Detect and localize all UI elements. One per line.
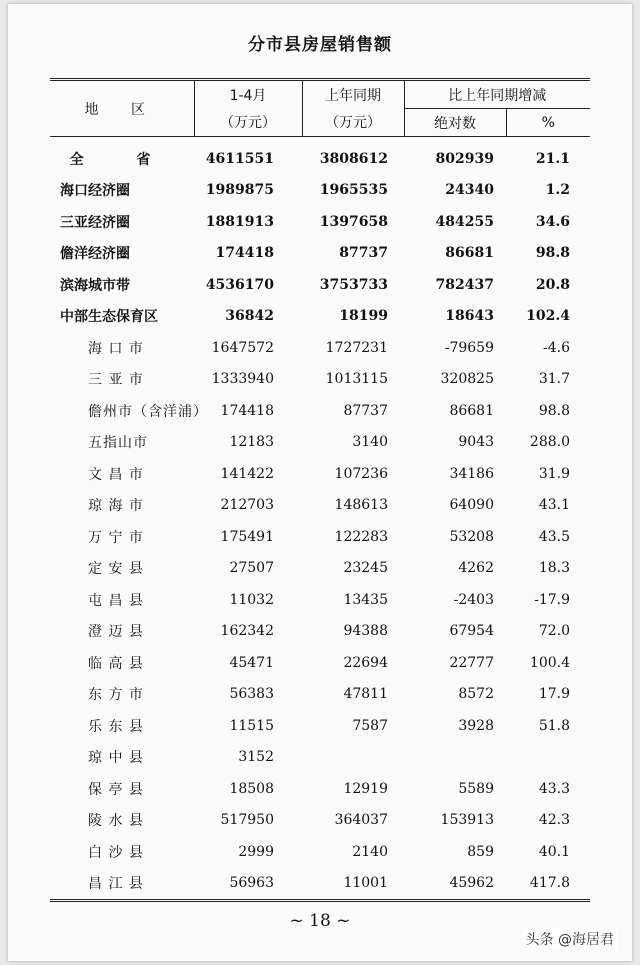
region-name: 东 方 市 — [88, 687, 144, 704]
current-value: 11515 — [229, 717, 274, 734]
percent-change: 42.3 — [538, 812, 570, 829]
current-value: 4536170 — [205, 276, 274, 293]
region-name: 五指山市 — [88, 435, 148, 452]
previous-value: 122283 — [334, 528, 388, 545]
header-previous-period: 上年同期 — [302, 80, 404, 109]
region-name: 三 亚 市 — [88, 372, 144, 389]
previous-value: 3808612 — [319, 150, 388, 167]
region-name: 万 宁 市 — [88, 529, 144, 546]
absolute-change: 8572 — [458, 686, 494, 703]
absolute-change: 802939 — [435, 150, 494, 167]
absolute-change: 86681 — [445, 245, 494, 262]
region-name: 定 安 县 — [88, 561, 144, 578]
previous-value: 22694 — [343, 654, 388, 671]
absolute-change: 782437 — [435, 276, 494, 293]
header-region: 地 区 — [50, 80, 194, 137]
current-value: 56383 — [229, 686, 274, 703]
previous-value: 1965535 — [319, 182, 388, 199]
previous-value: 47811 — [343, 686, 388, 703]
absolute-change: 4262 — [458, 560, 494, 577]
absolute-change: 859 — [467, 843, 494, 860]
header-percent: % — [506, 109, 590, 137]
percent-change: 43.3 — [538, 780, 570, 797]
absolute-change: 484255 — [435, 213, 494, 230]
table-row — [50, 805, 590, 837]
percent-change: 20.8 — [535, 276, 570, 293]
absolute-change: 9043 — [458, 434, 494, 451]
sales-table — [50, 78, 590, 902]
table-row — [50, 137, 590, 175]
page-number: ~ 18 ~ — [289, 911, 351, 931]
percent-change: 288.0 — [529, 434, 570, 451]
absolute-change: 22777 — [449, 654, 494, 671]
table-row — [50, 553, 590, 585]
table-row — [50, 742, 590, 774]
watermark-label: 头条 @海居君 — [522, 928, 618, 950]
percent-change: -4.6 — [543, 339, 570, 356]
region-name: 琼 海 市 — [88, 498, 144, 515]
current-value: 27507 — [229, 560, 274, 577]
current-value: 12183 — [229, 434, 274, 451]
percent-change: 17.9 — [538, 686, 570, 703]
region-name: 白 沙 县 — [88, 844, 144, 861]
previous-value: 107236 — [334, 465, 388, 482]
current-value: 1333940 — [211, 371, 274, 388]
percent-change: 51.8 — [538, 717, 570, 734]
previous-value: 94388 — [343, 623, 388, 640]
absolute-change: 67954 — [449, 623, 494, 640]
percent-change: 31.9 — [538, 465, 570, 482]
previous-value: 23245 — [343, 560, 388, 577]
region-name: 儋洋经济圈 — [60, 246, 130, 263]
percent-change: 31.7 — [538, 371, 570, 388]
region-name: 滨海城市带 — [60, 277, 130, 294]
absolute-change: 18643 — [445, 308, 494, 325]
header-change-group: 比上年同期增减 — [404, 80, 590, 109]
absolute-change: 153913 — [440, 812, 494, 829]
table-row — [50, 647, 590, 679]
table-row — [50, 616, 590, 648]
current-value: 1647572 — [211, 339, 274, 356]
previous-value: 3140 — [352, 434, 388, 451]
table-row — [50, 836, 590, 868]
region-name: 保 亭 县 — [88, 781, 144, 798]
region-name: 陵 水 县 — [88, 813, 144, 830]
header-current-unit: （万元） — [194, 109, 302, 137]
table-row — [50, 773, 590, 805]
current-value: 1881913 — [205, 213, 274, 230]
previous-value: 3753733 — [319, 276, 388, 293]
current-value: 11032 — [229, 591, 274, 608]
previous-value: 7587 — [352, 717, 388, 734]
percent-change: 98.8 — [538, 402, 570, 419]
percent-change: 72.0 — [538, 623, 570, 640]
percent-change: 1.2 — [545, 182, 570, 199]
absolute-change: 45962 — [449, 875, 494, 892]
previous-value: 11001 — [343, 875, 388, 892]
page-title: 分市县房屋销售额 — [248, 35, 392, 55]
current-value: 212703 — [220, 497, 274, 514]
region-name: 海 口 市 — [88, 340, 144, 357]
percent-change: 102.4 — [526, 308, 570, 325]
region-name: 全 省 — [69, 151, 175, 168]
current-value: 174418 — [215, 245, 274, 262]
percent-change: 100.4 — [529, 654, 570, 671]
header-current-period: 1-4月 — [194, 80, 302, 109]
current-value: 175491 — [220, 528, 274, 545]
absolute-change — [404, 742, 506, 774]
percent-change: 98.8 — [535, 245, 570, 262]
region-name: 临 高 县 — [88, 655, 144, 672]
absolute-change: 5589 — [458, 780, 494, 797]
absolute-change: 53208 — [449, 528, 494, 545]
region-name: 三亚经济圈 — [60, 214, 130, 231]
previous-value: 148613 — [334, 497, 388, 514]
previous-value: 87737 — [339, 245, 388, 262]
previous-value: 1727231 — [325, 339, 388, 356]
percent-change: 34.6 — [535, 213, 570, 230]
region-name: 澄 迈 县 — [88, 624, 144, 641]
region-name: 乐 东 县 — [88, 718, 144, 735]
absolute-change: 3928 — [458, 717, 494, 734]
absolute-change: 34186 — [449, 465, 494, 482]
region-name: 昌 江 县 — [88, 876, 144, 893]
header-absolute: 绝对数 — [404, 109, 506, 137]
table-row — [50, 364, 590, 396]
current-value: 2999 — [238, 843, 274, 860]
current-value: 3152 — [238, 749, 274, 766]
table-row — [50, 395, 590, 427]
table-row — [50, 206, 590, 238]
absolute-change: 24340 — [445, 182, 494, 199]
table-row — [50, 269, 590, 301]
region-name: 屯 昌 县 — [88, 592, 144, 609]
absolute-change: 320825 — [440, 371, 494, 388]
current-value: 517950 — [220, 812, 274, 829]
previous-value: 2140 — [352, 843, 388, 860]
current-value: 18508 — [229, 780, 274, 797]
table-row — [50, 301, 590, 333]
header-previous-unit: （万元） — [302, 109, 404, 137]
current-value: 174418 — [220, 402, 274, 419]
current-value: 45471 — [229, 654, 274, 671]
current-value: 4611551 — [205, 150, 274, 167]
region-name: 琼 中 县 — [88, 750, 144, 767]
previous-value: 1397658 — [319, 213, 388, 230]
current-value: 36842 — [225, 308, 274, 325]
absolute-change: 64090 — [449, 497, 494, 514]
table-row — [50, 332, 590, 364]
current-value: 56963 — [229, 875, 274, 892]
percent-change: 40.1 — [538, 843, 570, 860]
previous-value: 364037 — [334, 812, 388, 829]
region-name: 海口经济圈 — [60, 183, 130, 200]
previous-value: 13435 — [343, 591, 388, 608]
table-row — [50, 584, 590, 616]
region-name: 中部生态保育区 — [60, 309, 158, 326]
percent-change: 18.3 — [538, 560, 570, 577]
absolute-change: 86681 — [449, 402, 494, 419]
percent-change: 43.1 — [538, 497, 570, 514]
absolute-change: -2403 — [453, 591, 494, 608]
absolute-change: -79659 — [444, 339, 494, 356]
previous-value: 12919 — [343, 780, 388, 797]
region-name: 儋州市（含洋浦） — [88, 403, 208, 420]
region-name: 文 昌 市 — [88, 466, 144, 483]
percent-change: 417.8 — [529, 875, 570, 892]
table-row — [50, 710, 590, 742]
table-row — [50, 868, 590, 901]
current-value: 162342 — [220, 623, 274, 640]
table-row — [50, 238, 590, 270]
previous-value — [302, 742, 404, 774]
previous-value: 18199 — [339, 308, 388, 325]
table-row — [50, 458, 590, 490]
percent-change — [506, 742, 590, 774]
previous-value: 87737 — [343, 402, 388, 419]
current-value: 141422 — [220, 465, 274, 482]
previous-value: 1013115 — [325, 371, 388, 388]
percent-change: 43.5 — [538, 528, 570, 545]
table-row — [50, 490, 590, 522]
percent-change: 21.1 — [535, 150, 570, 167]
table-row — [50, 521, 590, 553]
table-body — [50, 137, 590, 901]
table-row — [50, 679, 590, 711]
table-row — [50, 427, 590, 459]
current-value: 1989875 — [205, 182, 274, 199]
percent-change: -17.9 — [534, 591, 570, 608]
table-row — [50, 175, 590, 207]
